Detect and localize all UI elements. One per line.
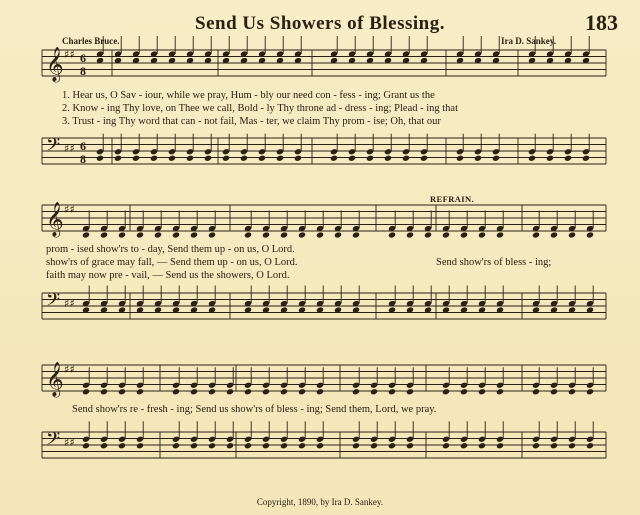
notehead-icon xyxy=(316,388,324,395)
notehead-icon xyxy=(276,155,284,162)
time-signature-icon: 6 xyxy=(80,139,86,153)
notehead-icon xyxy=(388,442,396,449)
copyright-notice: Copyright, 1890, by Ira D. Sankey. xyxy=(256,497,384,507)
notehead-icon xyxy=(262,388,270,395)
lyric-line-verse-2: 2. Know - ing Thy love, on Thee we call, Bold - ly Thy throne ad - dress - ing; Plead - ing that xyxy=(62,103,459,114)
notehead-icon xyxy=(154,231,162,238)
notehead-icon xyxy=(528,155,536,162)
notehead-icon xyxy=(118,231,126,238)
notehead-icon xyxy=(492,155,500,162)
notehead-icon xyxy=(564,155,572,162)
time-signature-icon: 6 xyxy=(80,51,86,65)
notehead-icon xyxy=(208,442,216,449)
notehead-icon xyxy=(82,388,90,395)
key-signature-icon: ♯♯ xyxy=(64,142,75,155)
lyric-line-s2-verse-2: show'rs of grace may fall, — Send them up - on us, O Lord. xyxy=(46,257,298,268)
notehead-icon xyxy=(82,231,90,238)
notehead-icon xyxy=(226,442,234,449)
lyric-line-s2-verse-1: prom - ised show'rs to - day, Send them up - on us, O Lord. xyxy=(46,244,295,255)
notehead-icon xyxy=(546,155,554,162)
notehead-icon xyxy=(366,155,374,162)
notehead-icon xyxy=(82,442,90,449)
notehead-icon xyxy=(532,388,540,395)
notehead-icon xyxy=(352,388,360,395)
notehead-icon xyxy=(262,442,270,449)
key-signature-icon: ♯♯ xyxy=(64,363,75,376)
notehead-icon xyxy=(222,155,230,162)
notehead-icon xyxy=(586,231,594,238)
treble-clef-icon: 𝄞 xyxy=(46,202,64,237)
notehead-icon xyxy=(96,155,104,162)
notehead-icon xyxy=(118,442,126,449)
notehead-icon xyxy=(190,442,198,449)
bass-clef-icon: 𝄢 xyxy=(46,429,61,454)
notehead-icon xyxy=(208,388,216,395)
notehead-icon xyxy=(132,155,140,162)
bass-clef-icon: 𝄢 xyxy=(46,290,61,315)
notehead-icon xyxy=(150,155,158,162)
notehead-icon xyxy=(280,231,288,238)
notehead-icon xyxy=(586,388,594,395)
notehead-icon xyxy=(316,231,324,238)
notehead-icon xyxy=(460,231,468,238)
time-signature-icon: 8 xyxy=(80,152,86,166)
notehead-icon xyxy=(240,155,248,162)
notehead-icon xyxy=(478,231,486,238)
notehead-icon xyxy=(496,388,504,395)
notehead-icon xyxy=(100,231,108,238)
notehead-icon xyxy=(550,388,558,395)
notehead-icon xyxy=(406,231,414,238)
notehead-icon xyxy=(258,155,266,162)
notehead-icon xyxy=(244,388,252,395)
notehead-icon xyxy=(294,155,302,162)
notehead-icon xyxy=(420,155,428,162)
notehead-icon xyxy=(136,231,144,238)
notehead-icon xyxy=(352,442,360,449)
notehead-icon xyxy=(568,442,576,449)
notehead-icon xyxy=(114,155,122,162)
notehead-icon xyxy=(262,231,270,238)
notehead-icon xyxy=(568,231,576,238)
notehead-icon xyxy=(280,442,288,449)
bass-clef-icon: 𝄢 xyxy=(46,135,61,160)
lyric-line-verse-1: 1. Hear us, O Sav - iour, while we pray, Hum - bly our need con - fess - ing; Grant us the xyxy=(62,90,435,101)
key-signature-icon: ♯♯ xyxy=(64,297,75,310)
notehead-icon xyxy=(388,388,396,395)
notehead-icon xyxy=(100,442,108,449)
refrain-label: REFRAIN. xyxy=(430,194,475,204)
notehead-icon xyxy=(442,231,450,238)
notehead-icon xyxy=(478,442,486,449)
notehead-icon xyxy=(352,231,360,238)
notehead-icon xyxy=(550,442,558,449)
notehead-icon xyxy=(190,388,198,395)
notehead-icon xyxy=(244,231,252,238)
key-signature-icon: ♯♯ xyxy=(64,436,75,449)
notehead-icon xyxy=(384,155,392,162)
notehead-icon xyxy=(406,388,414,395)
key-signature-icon: ♯♯ xyxy=(64,203,75,216)
notehead-icon xyxy=(208,231,216,238)
notehead-icon xyxy=(532,442,540,449)
notehead-icon xyxy=(168,155,176,162)
lyricist-credit: Charles Bruce. xyxy=(62,36,120,46)
notehead-icon xyxy=(442,388,450,395)
key-signature-icon: ♯♯ xyxy=(64,48,75,61)
notehead-icon xyxy=(244,442,252,449)
notehead-icon xyxy=(568,388,576,395)
notehead-icon xyxy=(186,155,194,162)
composer-credit: Ira D. Sankey. xyxy=(500,36,556,46)
notehead-icon xyxy=(172,442,180,449)
notehead-icon xyxy=(424,231,432,238)
lyric-line-s3: Send show'rs re - fresh - ing; Send us show'rs of bless - ing; Send them, Lord, we pray. xyxy=(72,404,437,415)
notehead-icon xyxy=(298,231,306,238)
notehead-icon xyxy=(172,231,180,238)
notehead-icon xyxy=(370,442,378,449)
notehead-icon xyxy=(550,231,558,238)
notehead-icon xyxy=(298,388,306,395)
hymn-title: Send Us Showers of Blessing. xyxy=(195,13,445,34)
notehead-icon xyxy=(496,442,504,449)
lyric-refrain-line: Send show'rs of bless - ing; xyxy=(436,257,552,268)
notehead-icon xyxy=(370,388,378,395)
notehead-icon xyxy=(280,388,288,395)
notehead-icon xyxy=(460,442,468,449)
notehead-icon xyxy=(100,388,108,395)
time-signature-icon: 8 xyxy=(80,64,86,78)
notehead-icon xyxy=(136,442,144,449)
notehead-icon xyxy=(442,442,450,449)
notehead-icon xyxy=(478,388,486,395)
notehead-icon xyxy=(348,155,356,162)
notehead-icon xyxy=(456,155,464,162)
notehead-icon xyxy=(226,388,234,395)
notehead-icon xyxy=(190,231,198,238)
notehead-icon xyxy=(496,231,504,238)
notehead-icon xyxy=(298,442,306,449)
notehead-icon xyxy=(586,442,594,449)
treble-clef-icon: 𝄞 xyxy=(46,362,64,397)
notehead-icon xyxy=(532,231,540,238)
lyric-line-s2-verse-3: faith may now pre - vail, — Send us the showers, O Lord. xyxy=(46,270,290,281)
notehead-icon xyxy=(402,155,410,162)
notehead-icon xyxy=(474,155,482,162)
treble-clef-icon: 𝄞 xyxy=(46,47,64,82)
notehead-icon xyxy=(172,388,180,395)
page-number: 183 xyxy=(585,10,618,35)
notehead-icon xyxy=(406,442,414,449)
notehead-icon xyxy=(388,231,396,238)
notehead-icon xyxy=(316,442,324,449)
notehead-icon xyxy=(204,155,212,162)
notehead-icon xyxy=(136,388,144,395)
notehead-icon xyxy=(582,155,590,162)
notehead-icon xyxy=(460,388,468,395)
notehead-icon xyxy=(334,231,342,238)
notehead-icon xyxy=(118,388,126,395)
lyric-line-verse-3: 3. Trust - ing Thy word that can - not fail, Mas - ter, we claim Thy prom - ise; Oh, that our xyxy=(62,116,441,127)
notehead-icon xyxy=(330,155,338,162)
